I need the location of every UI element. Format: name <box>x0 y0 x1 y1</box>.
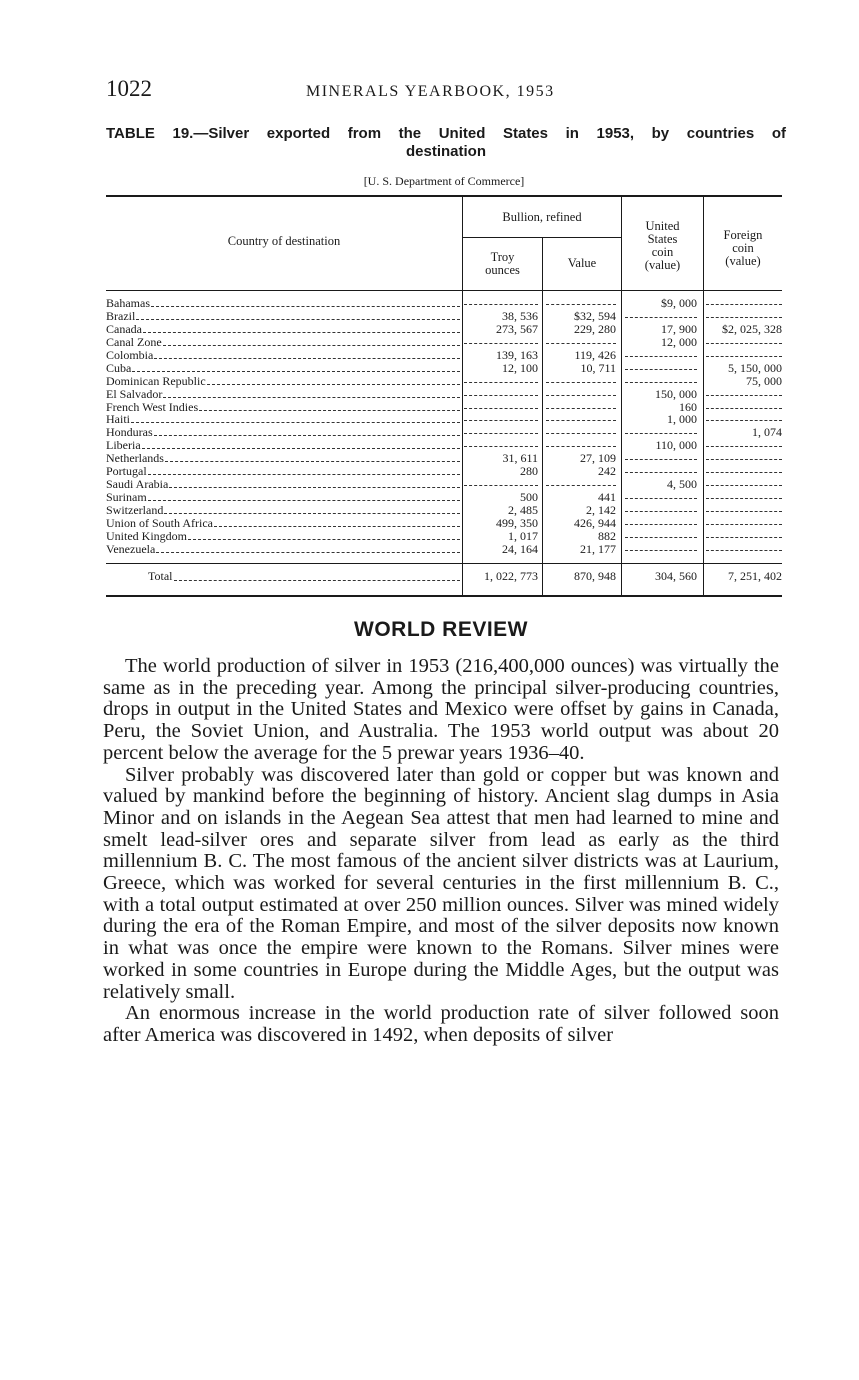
troy-ounces-cell <box>464 304 538 305</box>
value-cell: 882 <box>598 528 616 543</box>
value-cell: $32, 594 <box>574 308 616 323</box>
table-row <box>106 297 782 310</box>
us-coin-cell: 110, 000 <box>655 438 697 453</box>
foreign-coin-cell <box>706 420 782 421</box>
table-row <box>106 310 782 323</box>
foreign-coin-cell: 1, 074 <box>752 425 782 440</box>
running-title: MINERALS YEARBOOK, 1953 <box>306 83 555 100</box>
value-cell <box>546 485 616 486</box>
value-cell: 426, 944 <box>574 515 616 530</box>
silver-exports-table <box>106 195 782 597</box>
table-row <box>106 336 782 349</box>
us-coin-cell: $9, 000 <box>661 296 697 310</box>
country-cell <box>106 310 462 323</box>
country-name: Canal Zone <box>106 334 162 349</box>
country-name: El Salvador <box>106 386 163 401</box>
table-body <box>106 297 782 556</box>
us-coin-cell: 160 <box>679 399 697 414</box>
country-name: Venezuela <box>106 541 156 556</box>
country-name: French West Indies <box>106 399 199 414</box>
country-cell <box>106 336 462 349</box>
table-row <box>106 349 782 362</box>
leader-dots <box>136 319 460 320</box>
header-country: Country of destination <box>227 234 341 248</box>
foreign-coin-cell: 5, 150, 000 <box>728 360 782 375</box>
country-cell <box>106 375 462 388</box>
us-coin-cell <box>625 459 697 460</box>
value-cell <box>546 446 616 447</box>
table-row <box>106 323 782 336</box>
country-cell <box>106 543 462 556</box>
foreign-coin-cell <box>706 343 782 344</box>
leader-dots <box>148 474 460 475</box>
page-number: 1022 <box>106 76 152 101</box>
troy-ounces-cell <box>464 382 538 383</box>
leader-dots <box>154 435 460 436</box>
us-coin-cell <box>625 369 697 370</box>
troy-ounces-cell: 1, 017 <box>508 528 538 543</box>
header-us-coin-l2: States <box>647 232 678 246</box>
country-name: Colombia <box>106 347 154 362</box>
troy-ounces-cell <box>464 446 538 447</box>
troy-ounces-cell: 280 <box>520 464 538 479</box>
leader-dots <box>148 500 460 501</box>
us-coin-cell <box>625 356 697 357</box>
leader-dots <box>163 345 460 346</box>
value-cell: 27, 109 <box>580 451 616 466</box>
table-row <box>106 517 782 530</box>
country-cell <box>106 388 462 401</box>
foreign-coin-cell <box>706 395 782 396</box>
total-label-cell <box>106 568 462 584</box>
value-cell <box>546 382 616 383</box>
country-name: Brazil <box>106 308 136 323</box>
us-coin-cell: 17, 900 <box>661 321 697 336</box>
troy-ounces-cell <box>464 433 538 434</box>
troy-ounces-cell: 31, 611 <box>502 451 538 466</box>
paragraph-3: An enormous increase in the world production rate of silver followed soon after America was discovered in 1492, when deposits of silver <box>103 1002 779 1046</box>
country-name: Liberia <box>106 438 141 453</box>
header-foreign-coin <box>704 229 782 268</box>
leader-dots <box>131 422 460 423</box>
country-name: Honduras <box>106 425 153 440</box>
header-us-coin-l4: (value) <box>644 258 681 272</box>
table-total-row <box>106 568 782 584</box>
us-coin-cell <box>625 382 697 383</box>
leader-dots <box>188 539 460 540</box>
country-name: Cuba <box>106 360 132 375</box>
foreign-coin-cell: 75, 000 <box>746 373 782 388</box>
total-foreign: 7, 251, 402 <box>728 568 782 583</box>
value-cell <box>546 304 616 305</box>
value-cell: 21, 177 <box>580 541 616 556</box>
header-troy <box>463 251 542 277</box>
country-name: Saudi Arabia <box>106 477 169 492</box>
troy-ounces-cell: 500 <box>520 490 538 505</box>
country-name: Dominican Republic <box>106 373 206 388</box>
foreign-coin-cell <box>706 317 782 318</box>
foreign-coin-cell <box>706 524 782 525</box>
country-name: Surinam <box>106 490 147 505</box>
header-us-coin <box>622 220 703 272</box>
us-coin-cell <box>625 550 697 551</box>
header-troy-l2: ounces <box>485 263 520 277</box>
foreign-coin-cell <box>706 356 782 357</box>
leader-dots <box>151 306 460 307</box>
table-row <box>106 530 782 543</box>
country-cell <box>106 452 462 465</box>
value-cell: 229, 280 <box>574 321 616 336</box>
leader-dots <box>174 580 461 581</box>
value-cell <box>546 408 616 409</box>
country-cell <box>106 478 462 491</box>
troy-ounces-cell: 2, 485 <box>508 503 538 517</box>
table-row <box>106 543 782 556</box>
country-name: Portugal <box>106 464 147 479</box>
country-cell <box>106 401 462 414</box>
leader-dots <box>163 397 460 398</box>
foreign-coin-cell <box>706 459 782 460</box>
troy-ounces-cell: 24, 164 <box>502 541 538 556</box>
leader-dots <box>169 487 460 488</box>
paragraph-2: Silver probably was discovered later than gold or copper but was known and valued by mankind before the beginning of history. Ancient slag dumps in Asia Minor and on islands in the Aegean Sea attest that men had learned to mine and smelt lead-silver ores and separate silver from lead as early as the third millennium B. C. The most famous of the ancient silver districts was at Laurium, Greece, which was worked for several centuries in the first millennium B. C., with a total output estimated at over 250 million ounces. Silver was mined widely during the era of the Roman Empire, and most of the silver deposits now known in what was once the empire were known to the Romans. Silver mines were worked in some countries in Europe during the Middle Ages, but the output was relatively small. <box>103 763 779 1003</box>
troy-ounces-cell: 139, 163 <box>496 347 538 362</box>
header-us-coin-l3: coin <box>651 245 674 259</box>
us-coin-cell: 4, 500 <box>667 477 697 492</box>
table-row <box>106 439 782 452</box>
troy-ounces-cell <box>464 485 538 486</box>
header-us-coin-l1: United <box>645 219 680 233</box>
country-name: Bahamas <box>106 296 150 310</box>
country-cell <box>106 349 462 362</box>
header-foreign-coin-l1: Foreign <box>723 228 763 242</box>
page-header <box>106 76 782 106</box>
country-cell <box>106 297 462 310</box>
table-row <box>106 491 782 504</box>
value-cell: 10, 711 <box>580 360 616 375</box>
us-coin-cell: 1, 000 <box>667 412 697 427</box>
header-troy-l1: Troy <box>490 250 515 264</box>
foreign-coin-cell <box>706 304 782 305</box>
value-cell: 441 <box>598 490 616 505</box>
table-row <box>106 388 782 401</box>
troy-ounces-cell <box>464 420 538 421</box>
country-cell <box>106 517 462 530</box>
troy-ounces-cell: 38, 536 <box>502 308 538 323</box>
troy-ounces-cell <box>464 343 538 344</box>
value-cell: 119, 426 <box>574 347 616 362</box>
leader-dots <box>132 371 460 372</box>
table-bottom-rule <box>106 595 782 597</box>
us-coin-cell: 150, 000 <box>655 386 697 401</box>
leader-dots <box>207 384 460 385</box>
us-coin-cell <box>625 317 697 318</box>
country-name: Switzerland <box>106 503 164 517</box>
header-value: Value <box>567 256 597 270</box>
table-row <box>106 504 782 517</box>
country-cell <box>106 323 462 336</box>
table-top-rule <box>106 195 782 197</box>
troy-ounces-cell: 499, 350 <box>496 515 538 530</box>
foreign-coin-cell <box>706 472 782 473</box>
total-rule <box>106 563 782 564</box>
leader-dots <box>143 332 460 333</box>
leader-dots <box>199 410 460 411</box>
total-label: Total <box>148 568 173 583</box>
table-source: [U. S. Department of Commerce] <box>363 174 525 188</box>
country-name: Canada <box>106 321 142 336</box>
country-cell <box>106 530 462 543</box>
troy-ounces-cell <box>464 408 538 409</box>
us-coin-cell: 12, 000 <box>661 334 697 349</box>
leader-dots <box>154 358 460 359</box>
table-row <box>106 452 782 465</box>
header-foreign-coin-l2: coin <box>732 241 754 255</box>
foreign-coin-cell <box>706 408 782 409</box>
foreign-coin-cell <box>706 511 782 512</box>
table-row <box>106 375 782 388</box>
country-name: Union of South Africa <box>106 515 213 530</box>
total-troy: 1, 022, 773 <box>484 568 538 583</box>
us-coin-cell <box>625 524 697 525</box>
foreign-coin-cell: $2, 025, 328 <box>722 321 782 336</box>
foreign-coin-cell <box>706 498 782 499</box>
foreign-coin-cell <box>706 550 782 551</box>
foreign-coin-cell <box>706 537 782 538</box>
value-cell <box>546 420 616 421</box>
troy-ounces-cell: 273, 567 <box>496 321 538 336</box>
table-row <box>106 362 782 375</box>
value-cell <box>546 395 616 396</box>
body-text <box>103 656 779 1047</box>
us-coin-cell <box>625 537 697 538</box>
troy-ounces-cell: 12, 100 <box>502 360 538 375</box>
leader-dots <box>164 513 460 514</box>
section-heading: WORLD REVIEW <box>354 618 528 641</box>
leader-dots <box>214 526 460 527</box>
value-cell <box>546 343 616 344</box>
value-cell <box>546 433 616 434</box>
us-coin-cell <box>625 433 697 434</box>
us-coin-cell <box>625 472 697 473</box>
country-name: Haiti <box>106 412 130 427</box>
leader-dots <box>142 448 460 449</box>
leader-dots <box>165 461 460 462</box>
table-row <box>106 413 782 426</box>
foreign-coin-cell <box>706 446 782 447</box>
total-us-coin: 304, 560 <box>655 568 697 583</box>
country-name: Netherlands <box>106 451 164 466</box>
table-row <box>106 478 782 491</box>
country-cell <box>106 413 462 426</box>
total-value: 870, 948 <box>574 568 616 583</box>
value-cell: 242 <box>598 464 616 479</box>
table-caption-line-2: destination <box>405 143 486 160</box>
paragraph-1: The world production of silver in 1953 (216,400,000 ounces) was virtually the same as in the preceding year. Among the principal silver-producing countries, drops in output in the United States and Mexico were offset by gains in Canada, Peru, the Soviet Union, and Australia. The 1953 world output was about 20 percent below the average for the 5 prewar years 1936–40. <box>103 655 779 764</box>
leader-dots <box>156 552 460 553</box>
us-coin-cell <box>625 498 697 499</box>
country-name: United Kingdom <box>106 528 187 543</box>
troy-ounces-cell <box>464 395 538 396</box>
country-cell <box>106 362 462 375</box>
country-cell <box>106 426 462 439</box>
header-rule <box>106 290 782 291</box>
table-caption-line-1: TABLE 19.—Silver exported from the United States in 1953, by countries of <box>106 125 786 142</box>
header-bullion: Bullion, refined <box>502 210 582 224</box>
us-coin-cell <box>625 511 697 512</box>
value-cell: 2, 142 <box>586 503 616 517</box>
table-caption <box>106 125 786 161</box>
foreign-coin-cell <box>706 485 782 486</box>
header-foreign-coin-l3: (value) <box>725 254 761 268</box>
